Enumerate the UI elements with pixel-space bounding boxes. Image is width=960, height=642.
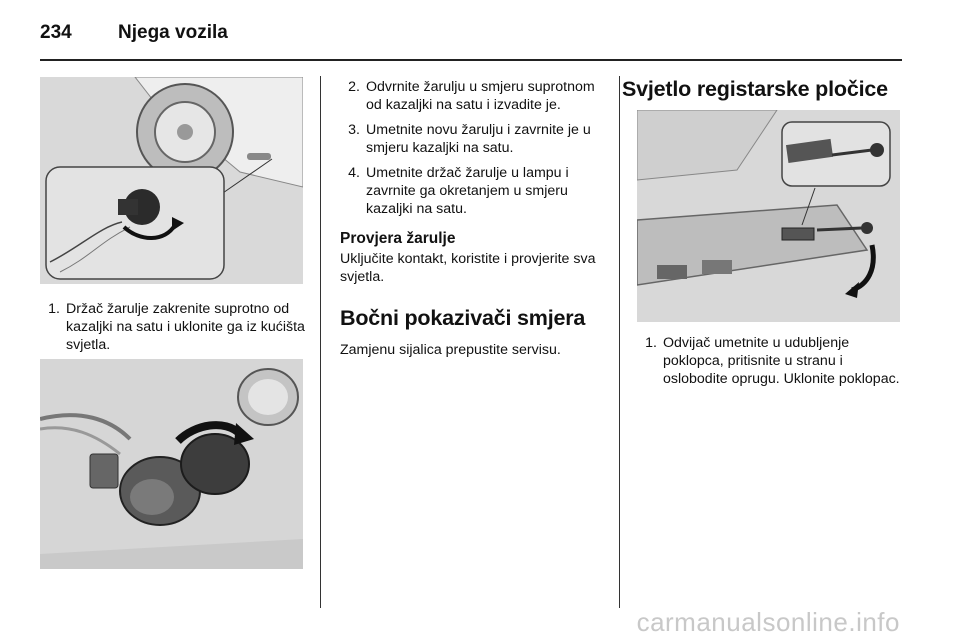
- page-number: 234: [40, 22, 72, 43]
- list-item: 1. Držač žarulje zakrenite suprotno od kazaljki na satu i uklonite ga iz kućišta svjetla.: [48, 301, 305, 353]
- subheading-bulb-check: Provjera žarulje: [340, 230, 456, 247]
- list-item: 2. Odvrnite žarulju u smjeru suprotnom od kazaljki na satu i izvadite je.: [348, 79, 595, 113]
- header-rule: [40, 59, 902, 61]
- page-header: [40, 14, 900, 54]
- column2-content: [340, 78, 606, 359]
- side-marker-illustration: [40, 77, 303, 284]
- licence-plate-illustration: [637, 110, 900, 322]
- heading-licence-plate-light: Svjetlo registarske pločice: [622, 77, 888, 101]
- column3-steps: [637, 334, 901, 395]
- heading-side-indicators: Bočni pokazivači smjera: [340, 306, 586, 330]
- section-title: Njega vozila: [118, 22, 228, 43]
- list-item: 1. Odvijač umetnite u udubljenje poklopca, pritisnite u stranu i oslobodite oprugu. Uklonite poklopac.: [645, 335, 900, 387]
- column-divider: [619, 76, 620, 608]
- column1-steps: [40, 300, 308, 361]
- list-item: 3. Umetnite novu žarulju i zavrnite je u smjeru kazaljki na satu.: [348, 122, 591, 156]
- list-item: 4. Umetnite držač žarulje u lampu i zavrnite ga okretanjem u smjeru kazaljki na satu.: [348, 165, 569, 217]
- bulb-holder-illustration: [40, 359, 303, 569]
- column-divider: [320, 76, 321, 608]
- bulb-check-text: Uključite kontakt, koristite i provjerite sva svjetla.: [340, 251, 596, 285]
- watermark: carmanualsonline.info: [636, 607, 900, 637]
- side-indicators-text: Zamjenu sijalica prepustite servisu.: [340, 342, 561, 358]
